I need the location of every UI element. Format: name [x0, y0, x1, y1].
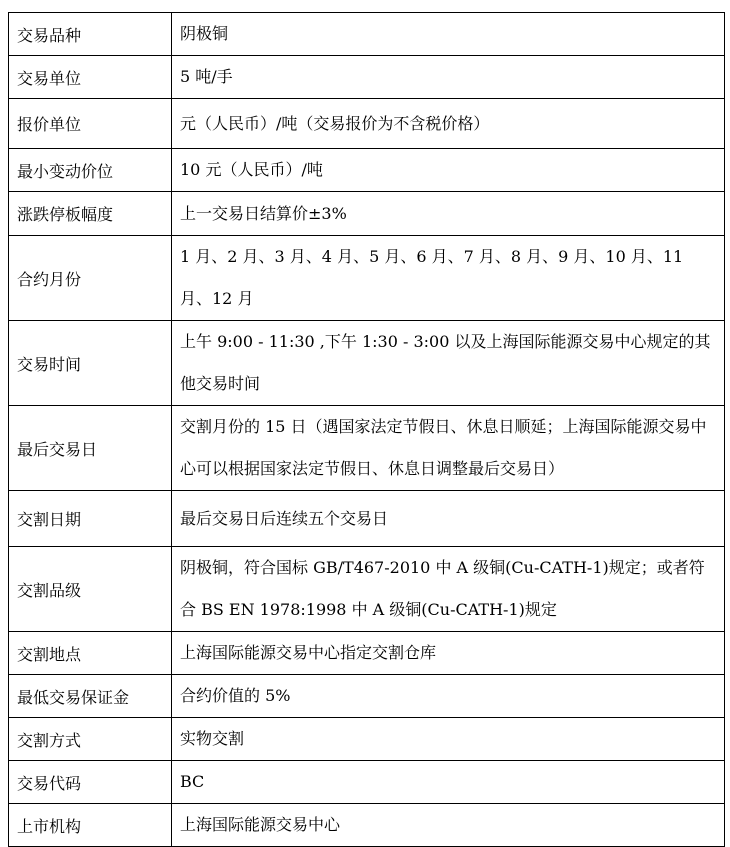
- row-value: BC: [172, 761, 725, 804]
- table-row: [9, 192, 725, 236]
- table-row: [9, 547, 725, 632]
- table-row: [9, 675, 725, 718]
- row-label: 最小变动价位: [9, 149, 172, 192]
- table-row: [9, 236, 725, 321]
- row-value: 1 月、2 月、3 月、4 月、5 月、6 月、7 月、8 月、9 月、10 月、11 月、12 月: [172, 236, 725, 321]
- row-label: 交割日期: [9, 491, 172, 547]
- table-row: [9, 491, 725, 547]
- table-row: [9, 56, 725, 99]
- table-row: [9, 761, 725, 804]
- table-row: [9, 99, 725, 149]
- row-label: 合约月份: [9, 236, 172, 321]
- row-label: 交割品级: [9, 547, 172, 632]
- row-value: 实物交割: [172, 718, 725, 761]
- row-value: 阴极铜: [172, 13, 725, 56]
- row-label: 交易时间: [9, 321, 172, 406]
- row-label: 最后交易日: [9, 406, 172, 491]
- row-value: 上海国际能源交易中心: [172, 804, 725, 847]
- contract-spec-table: [8, 12, 725, 847]
- row-label: 交割方式: [9, 718, 172, 761]
- row-value: 5 吨/手: [172, 56, 725, 99]
- row-value: 交割月份的 15 日（遇国家法定节假日、休息日顺延；上海国际能源交易中心可以根据国家法定节假日、休息日调整最后交易日）: [172, 406, 725, 491]
- table-row: [9, 804, 725, 847]
- row-label: 交易代码: [9, 761, 172, 804]
- row-value: 上一交易日结算价±3%: [172, 192, 725, 236]
- row-value: 最后交易日后连续五个交易日: [172, 491, 725, 547]
- table-row: [9, 406, 725, 491]
- row-label: 报价单位: [9, 99, 172, 149]
- table-row: [9, 632, 725, 675]
- row-value: 10 元（人民币）/吨: [172, 149, 725, 192]
- row-value: 阴极铜，符合国标 GB/T467-2010 中 A 级铜(Cu-CATH-1)规定；或者符合 BS EN 1978:1998 中 A 级铜(Cu-CATH-1)规定: [172, 547, 725, 632]
- row-label: 交易品种: [9, 13, 172, 56]
- table-row: [9, 13, 725, 56]
- row-value: 上午 9:00 - 11:30 ,下午 1:30 - 3:00 以及上海国际能源交易中心规定的其他交易时间: [172, 321, 725, 406]
- table-row: [9, 321, 725, 406]
- table-row: [9, 718, 725, 761]
- row-label: 涨跌停板幅度: [9, 192, 172, 236]
- row-value: 上海国际能源交易中心指定交割仓库: [172, 632, 725, 675]
- row-label: 上市机构: [9, 804, 172, 847]
- row-label: 最低交易保证金: [9, 675, 172, 718]
- row-label: 交易单位: [9, 56, 172, 99]
- row-value: 合约价值的 5%: [172, 675, 725, 718]
- table-row: [9, 149, 725, 192]
- row-label: 交割地点: [9, 632, 172, 675]
- row-value: 元（人民币）/吨（交易报价为不含税价格）: [172, 99, 725, 149]
